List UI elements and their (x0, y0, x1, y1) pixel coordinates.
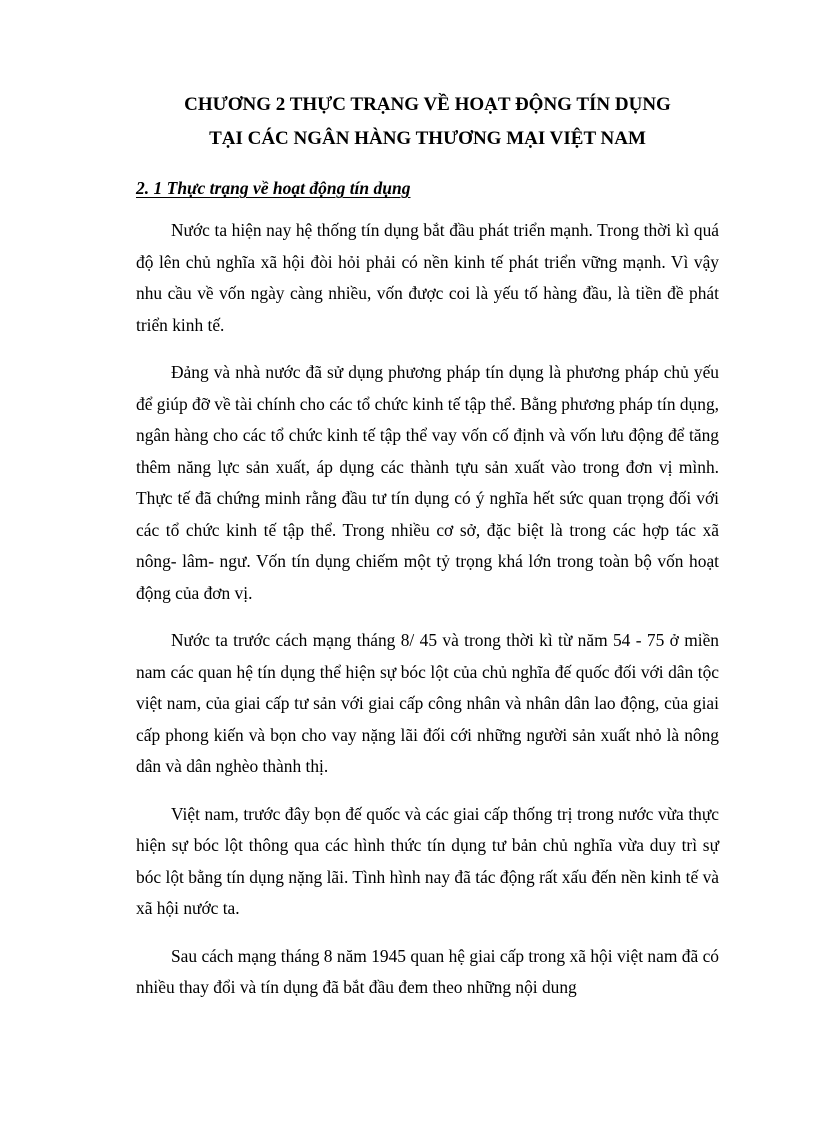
paragraph-1: Nước ta hiện nay hệ thống tín dụng bắt đầu phát triển mạnh. Trong thời kì quá độ lên chủ nghĩa xã hội đòi hỏi phải có nền kinh tế phát triển vững mạnh. Vì vậy nhu cầu về vốn ngày càng nhiều, vốn được coi là yếu tố hàng đầu, là tiền đề phát triển kinh tế. (136, 220, 719, 335)
chapter-title-line-2: TẠI CÁC NGÂN HÀNG THƯƠNG MẠI VIỆT NAM (209, 128, 646, 149)
paragraph-5: Sau cách mạng tháng 8 năm 1945 quan hệ giai cấp trong xã hội việt nam đã có nhiều thay đổi và tín dụng đã bắt đầu đem theo những nội dung (136, 945, 719, 997)
section-heading: 2. 1 Thực trạng về hoạt động tín dụng (136, 178, 411, 198)
document-page (136, 88, 719, 1004)
paragraph-2: Đảng và nhà nước đã sử dụng phương pháp tín dụng là phương pháp chủ yếu để giúp đỡ về tài chính cho các tổ chức kinh tế tập thể. Bằng phương pháp tín dụng, ngân hàng cho các tổ chức kinh tế tập thể vay vốn cố định và vốn lưu động để tăng thêm năng lực sản xuất, áp dụng các thành tựu sản xuất vào trong đơn vị mình. Thực tế đã chứng minh rằng đầu tư tín dụng có ý nghĩa hết sức quan trọng đối với các tổ chức kinh tế tập thể. Trong nhiều cơ sở, đặc biệt là trong các hợp tác xã nông- lâm- ngư. Vốn tín dụng chiếm một tỷ trọng khá lớn trong toàn bộ vốn hoạt động của đơn vị. (136, 362, 719, 603)
paragraph-3: Nước ta trước cách mạng tháng 8/ 45 và trong thời kì từ năm 54 - 75 ở miền nam các quan hệ tín dụng thể hiện sự bóc lột của chủ nghĩa đế quốc đối với dân tộc việt nam, của giai cấp tư sản với giai cấp công nhân và nhân dân lao động, của giai cấp phong kiến và bọn cho vay nặng lãi đối cới những người sản xuất nhỏ là nông dân và dân nghèo thành thị. (136, 630, 719, 776)
chapter-title-line-1: CHƯƠNG 2 THỰC TRẠNG VỀ HOẠT ĐỘNG TÍN DỤNG (184, 94, 671, 115)
paragraph-4: Việt nam, trước đây bọn đế quốc và các giai cấp thống trị trong nước vừa thực hiện sự bóc lột thông qua các hình thức tín dụng tư bản chủ nghĩa vừa duy trì sự bóc lột bằng tín dụng nặng lãi. Tình hình nay đã tác động rất xấu đến nền kinh tế và xã hội nước ta. (136, 803, 719, 918)
chapter-title (136, 88, 719, 156)
